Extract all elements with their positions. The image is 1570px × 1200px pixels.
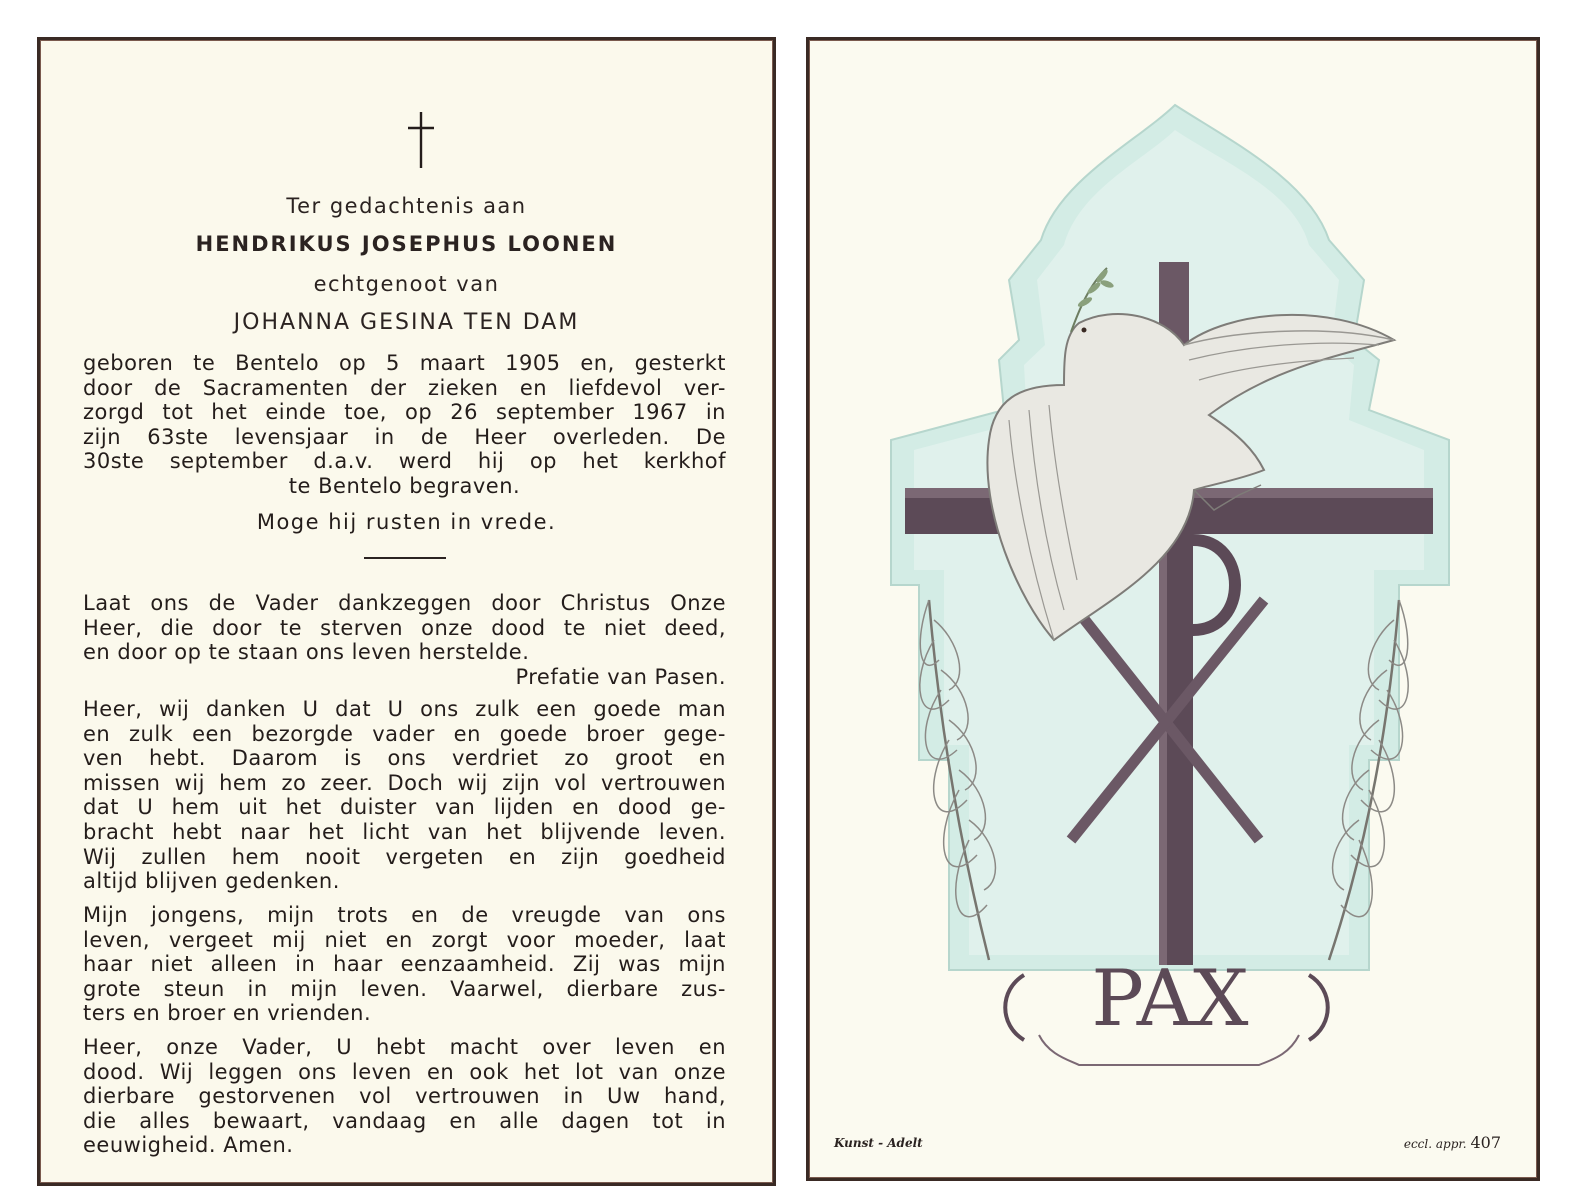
- text-line: te Bentelo begraven.: [288, 473, 521, 498]
- text-line: eeuwigheid. Amen.: [83, 1133, 294, 1158]
- biography-paragraph: [83, 351, 726, 499]
- paragraph-2: [83, 903, 726, 1026]
- memorial-heading: Ter gedachtenis aan: [286, 194, 527, 218]
- text-line: 30ste september d.a.v. werd hij op het kerkhof: [83, 449, 726, 474]
- text-line: dierbare gestorvenen vol vertrouwen in Uw hand,: [83, 1084, 726, 1109]
- text-line: geboren te Bentelo op 5 maart 1905 en, gesterkt: [83, 351, 726, 375]
- text-line: ven hebt. Daarom is ons verdriet zo groot en: [83, 746, 726, 771]
- relation-text: echtgenoot van: [313, 272, 500, 296]
- paragraph-1: [83, 697, 726, 894]
- quote-paragraph: [83, 591, 726, 689]
- spouse-name: JOHANNA GESINA TEN DAM: [233, 310, 580, 335]
- approval-number: 407: [1470, 1133, 1501, 1152]
- text-line: en door op te staan ons leven herstelde.: [83, 640, 530, 665]
- text-line: en zulk een bezorgde vader en goede broer gege-: [83, 721, 726, 746]
- text-line: zijn 63ste levensjaar in de Heer overleden. De: [83, 424, 726, 449]
- text-line: ters en broer en vrienden.: [83, 1001, 372, 1026]
- text-line: Wij zullen hem nooit vergeten en zijn goedheid: [83, 844, 726, 869]
- text-line: missen wij hem zo zeer. Doch wij zijn vol vertrouwen: [83, 770, 726, 795]
- memorial-text-card: [37, 37, 776, 1186]
- approval-note: [1404, 1133, 1501, 1152]
- deceased-name: HENDRIKUS JOSEPHUS LOONEN: [195, 232, 618, 256]
- text-line: grote steun in mijn leven. Vaarwel, dierbare zus-: [83, 976, 726, 1001]
- artist-credit: Kunst - Adelt: [834, 1136, 923, 1150]
- text-line: leven, vergeet mij niet en zorgt voor moeder, laat: [83, 927, 726, 952]
- text-line: dood. Wij leggen ons leven en ook het lot van onze: [83, 1059, 726, 1084]
- right-bracket: [1309, 975, 1328, 1040]
- text-line: Heer, wij danken U dat U ons zulk een goede man: [83, 697, 726, 721]
- approval-label: eccl. appr.: [1403, 1137, 1467, 1151]
- text-line: door de Sacramenten der zieken en liefdevol ver-: [83, 375, 726, 400]
- divider: [364, 557, 446, 559]
- left-bracket: [1005, 975, 1024, 1040]
- memorial-image-card: [806, 37, 1540, 1181]
- text-line: Mijn jongens, mijn trots en de vreugde van ons: [83, 903, 726, 927]
- paragraph-3: [83, 1035, 726, 1158]
- text-line: bracht hebt naar het licht van het blijvende leven.: [83, 819, 726, 844]
- text-line: Heer, onze Vader, U hebt macht over leven en: [83, 1035, 726, 1059]
- text-line: Heer, die door te sterven onze dood te niet deed,: [83, 615, 726, 640]
- quote-source: Prefatie van Pasen.: [515, 664, 726, 689]
- text-line: altijd blijven gedenken.: [83, 869, 340, 894]
- text-line: dat U hem uit het duister van lijden en dood ge-: [83, 795, 726, 820]
- cross-icon: [406, 110, 436, 170]
- text-line: zorgd tot het einde toe, op 26 september 1967 in: [83, 400, 726, 425]
- text-line: haar niet alleen in haar eenzaamheid. Zij was mijn: [83, 952, 726, 977]
- text-line: die alles bewaart, vandaag en alle dagen tot in: [83, 1108, 726, 1133]
- pax-text: PAX: [1091, 954, 1249, 1044]
- text-line: Laat ons de Vader dankzeggen door Christus Onze: [83, 591, 726, 615]
- pax-illustration: [809, 40, 1537, 1178]
- prayer-line: Moge hij rusten in vrede.: [256, 510, 557, 534]
